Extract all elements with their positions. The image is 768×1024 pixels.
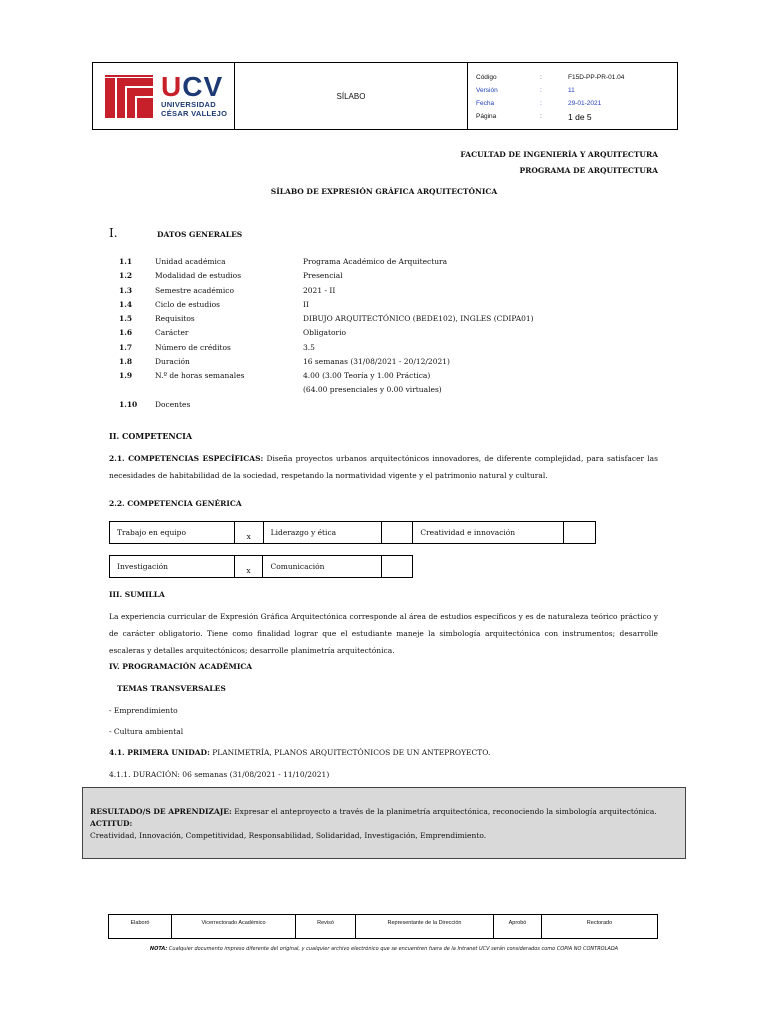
- section-iv-heading: IV. PROGRAMACIÓN ACADÉMICA: [109, 662, 253, 671]
- row-number: 1.4: [119, 300, 133, 309]
- row-value: (64.00 presenciales y 0.00 virtuales): [303, 385, 442, 394]
- approval-cell: Vicerrectorado Académico: [172, 915, 296, 939]
- competencias-especificas-text: Diseña proyectos urbanos arquitectónicos innovadores, de diferente complejidad, para satisfacer las necesidades de habitabilidad de la sociedad, respetando la normatividad vigente y el patrimonio natural y cultural.: [109, 454, 658, 480]
- row-value: Presencial: [303, 271, 343, 280]
- unidad-duracion: 4.1.1. DURACIÓN: 06 semanas (31/08/2021 - 11/10/2021): [109, 770, 330, 779]
- primera-unidad-text: PLANIMETRÍA, PLANOS ARQUITECTÓNICOS DE UN ANTEPROYECTO.: [212, 748, 491, 757]
- actitud-text: Creatividad, Innovación, Competitividad, Responsabilidad, Solidaridad, Investigación, Emprendimiento.: [90, 831, 487, 840]
- row-number: 1.10: [119, 400, 138, 409]
- comp-label: Investigación: [110, 556, 235, 578]
- logo-letter-u: U: [161, 71, 183, 102]
- row-value: II: [303, 300, 309, 309]
- footer-note: [100, 943, 668, 955]
- ucv-logo: [103, 72, 227, 120]
- meta-row-page: [476, 110, 677, 123]
- row-number: 1.6: [119, 328, 133, 337]
- approval-cell: Elaboró: [109, 915, 172, 939]
- meta-value: 29-01-2021: [568, 100, 602, 107]
- resultado-line: [90, 806, 678, 818]
- meta-sep: :: [540, 113, 542, 120]
- row-value: 3.5: [303, 343, 315, 352]
- resultado-aprendizaje-box: [82, 787, 686, 859]
- meta-row-version: [476, 84, 677, 97]
- row-label: Carácter: [155, 328, 189, 337]
- meta-row-date: [476, 97, 677, 110]
- row-value: 16 semanas (31/08/2021 - 20/12/2021): [303, 357, 450, 366]
- tema-item: - Cultura ambiental: [109, 727, 184, 736]
- comp-mark: [382, 556, 413, 578]
- doc-title: SÍLABO: [235, 63, 468, 129]
- doc-meta: [468, 63, 677, 129]
- row-label: Requisitos: [155, 314, 195, 323]
- row-label: Duración: [155, 357, 190, 366]
- general-data-row: [119, 371, 603, 383]
- faculty-title: FACULTAD DE INGENIERÍA Y ARQUITECTURA: [460, 150, 658, 159]
- row-number: [119, 385, 155, 397]
- meta-row-code: [476, 71, 677, 84]
- general-data-row: [119, 271, 603, 283]
- temas-transversales-heading: TEMAS TRANSVERSALES: [117, 684, 226, 693]
- row-label: Número de créditos: [155, 343, 231, 352]
- row-number: 1.8: [119, 357, 133, 366]
- footer-note-label: NOTA:: [149, 946, 168, 952]
- program-title: PROGRAMA DE ARQUITECTURA: [519, 166, 658, 175]
- row-number: 1.3: [119, 286, 133, 295]
- syllabus-title: SÍLABO DE EXPRESIÓN GRÁFICA ARQUITECTÓNICA: [270, 187, 498, 196]
- section-i-numeral: I.: [109, 226, 118, 240]
- section-i-title: DATOS GENERALES: [157, 230, 243, 239]
- general-data-row: [119, 343, 603, 355]
- row-label: Docentes: [155, 400, 191, 409]
- comp-label: Liderazgo y ética: [263, 522, 382, 544]
- competencia-generica-table-row2: [109, 555, 413, 578]
- row-label: [155, 385, 303, 397]
- row-number: 1.5: [119, 314, 133, 323]
- resultado-label: RESULTADO/S DE APRENDIZAJE:: [90, 807, 232, 816]
- ucv-emblem-icon: [103, 72, 155, 120]
- section-ii-heading: II. COMPETENCIA: [109, 431, 193, 441]
- approval-cell: Rectorado: [542, 915, 658, 939]
- meta-value: F15D-PP-PR-01.04: [568, 74, 625, 81]
- competencia-generica-table-row1: [109, 521, 596, 544]
- comp-label: Trabajo en equipo: [110, 522, 235, 544]
- row-label: Semestre académico: [155, 286, 235, 295]
- general-data-row: [119, 385, 603, 397]
- competencia-generica-heading: 2.2. COMPETENCIA GENÉRICA: [109, 499, 242, 508]
- comp-mark: x: [234, 522, 263, 544]
- meta-sep: :: [540, 100, 542, 107]
- comp-label: Creatividad e innovación: [413, 522, 564, 544]
- sumilla-text: La experiencia curricular de Expresión Gráfica Arquitectónica corresponde al área de estudios específicos y es de naturaleza teórico práctico y de carácter obligatorio. Tiene como finalidad lograr que el estudiante maneje la simbología arquitectónica con instrumentos; desarrolle escaleras y detalles arquitectónicos; desarrolle planimetría arquitectónica.: [109, 612, 658, 655]
- row-label: N.º de horas semanales: [155, 371, 245, 380]
- row-number: 1.9: [119, 371, 133, 380]
- resultado-text: Expresar el anteproyecto a través de la planimetría arquitectónica, reconociendo la simbología arquitectónica.: [234, 807, 657, 816]
- meta-key: Código: [476, 74, 497, 81]
- logo-wordmark: [161, 71, 228, 118]
- meta-key: Fecha: [476, 100, 495, 107]
- general-data-row: [119, 400, 603, 412]
- general-data-row: [119, 286, 603, 298]
- primera-unidad-label: 4.1. PRIMERA UNIDAD:: [109, 748, 210, 757]
- general-data-row: [119, 314, 603, 326]
- row-value: [303, 400, 603, 412]
- row-number: 1.7: [119, 343, 133, 352]
- comp-mark: [564, 522, 596, 544]
- logo-cell: [93, 63, 235, 129]
- approval-cell: Representante de la Dirección: [356, 915, 494, 939]
- row-label: Unidad académica: [155, 257, 226, 266]
- general-data-row: [119, 257, 603, 269]
- row-value: Programa Académico de Arquitectura: [303, 257, 448, 266]
- logo-line-1: UNIVERSIDAD: [161, 100, 216, 109]
- approval-table: [108, 914, 658, 939]
- row-value: DIBUJO ARQUITECTÓNICO (BEDE102), INGLES (CDIPA01): [303, 314, 534, 323]
- row-label: Ciclo de estudios: [155, 300, 220, 309]
- meta-sep: :: [540, 87, 542, 94]
- row-value: Obligatorio: [303, 328, 347, 337]
- tema-item: - Emprendimiento: [109, 706, 178, 715]
- row-label: Modalidad de estudios: [155, 271, 242, 280]
- footer-note-text: Cualquier documento impreso diferente del original, y cualquier archivo electrónico que se encuentren fuera de la Intranet UCV serán considerados como COPIA NO CONTROLADA: [168, 946, 619, 952]
- row-number: 1.2: [119, 271, 133, 280]
- meta-key: Versión: [476, 87, 498, 94]
- meta-value: 1 de 5: [568, 111, 592, 122]
- general-data-row: [119, 300, 603, 312]
- actitud-label: ACTITUD:: [90, 819, 133, 828]
- comp-label: Comunicación: [263, 556, 382, 578]
- row-value: 2021 - II: [303, 286, 336, 295]
- meta-sep: :: [540, 74, 542, 81]
- meta-key: Página: [476, 113, 497, 120]
- general-data-row: [119, 357, 603, 369]
- row-value: 4.00 (3.00 Teoría y 1.00 Práctica): [303, 371, 431, 380]
- meta-value: 11: [568, 87, 575, 94]
- approval-cell: Revisó: [296, 915, 356, 939]
- logo-line-2: CÉSAR VALLEJO: [161, 109, 228, 118]
- general-data-row: [119, 328, 603, 340]
- document-header: [92, 62, 678, 130]
- competencias-especificas: [109, 450, 658, 484]
- comp-mark: [382, 522, 413, 544]
- section-iii-heading: III. SUMILLA: [109, 590, 165, 599]
- comp-mark: x: [234, 556, 263, 578]
- primera-unidad: [109, 748, 490, 757]
- approval-cell: Aprobó: [494, 915, 542, 939]
- logo-letters-cv: CV: [182, 71, 224, 102]
- competencias-especificas-label: 2.1. COMPETENCIAS ESPECÍFICAS:: [109, 454, 264, 463]
- row-number: 1.1: [119, 257, 133, 266]
